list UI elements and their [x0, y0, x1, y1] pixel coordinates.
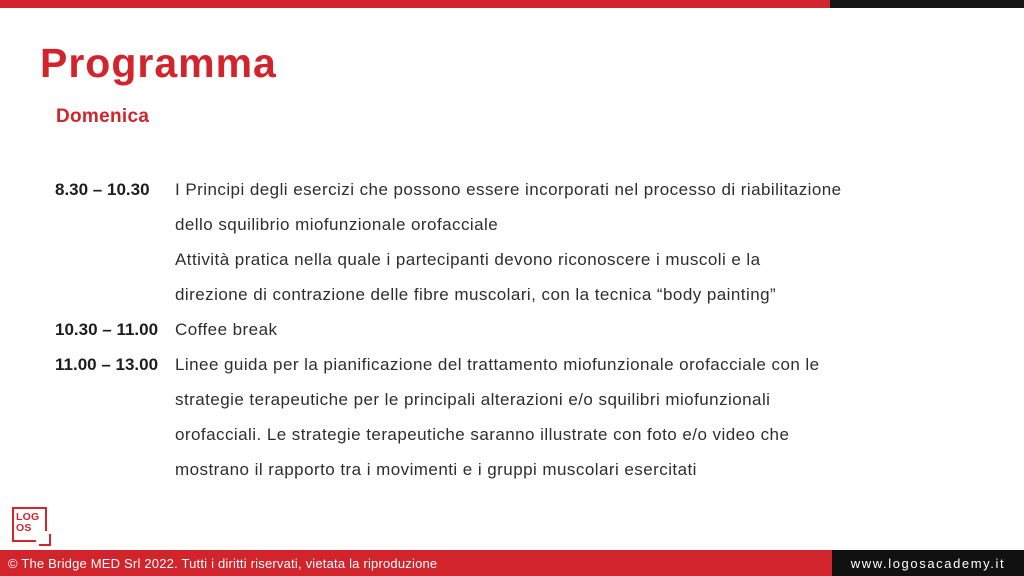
- website-url: www.logosacademy.it: [832, 550, 1024, 576]
- top-accent-bar: [0, 0, 1024, 8]
- entry-time: 11.00 – 13.00: [55, 355, 159, 374]
- page-title: Programma: [40, 40, 277, 86]
- schedule-list: [55, 172, 995, 487]
- entry-description-line: direzione di contrazione delle fibre muscolari, con la tecnica “body painting”: [175, 285, 777, 304]
- entry-description-line: Coffee break: [175, 320, 278, 339]
- entry-description-line: dello squilibrio miofunzionale orofacciale: [175, 215, 499, 234]
- schedule-entry: [55, 172, 995, 312]
- schedule-entry: [55, 312, 995, 347]
- top-bar-black-segment: [830, 0, 1024, 8]
- top-bar-red-segment: [0, 0, 830, 8]
- entry-description-line: Attività pratica nella quale i partecipanti devono riconoscere i muscoli e la: [175, 250, 761, 269]
- schedule-entry: [55, 347, 995, 487]
- entry-description-line: I Principi degli esercizi che possono essere incorporati nel processo di riabilitazione: [175, 180, 842, 199]
- copyright-text: © The Bridge MED Srl 2022. Tutti i diritti riservati, vietata la riproduzione: [0, 550, 832, 576]
- entry-time: 10.30 – 11.00: [55, 320, 159, 339]
- day-subtitle: Domenica: [56, 106, 150, 127]
- logo-wordmark: LOG OS: [16, 511, 40, 534]
- entry-description-line: orofacciali. Le strategie terapeutiche saranno illustrate con foto e/o video che: [175, 425, 790, 444]
- logos-logo: [12, 507, 47, 542]
- entry-description: [175, 172, 995, 312]
- entry-description: [175, 347, 995, 487]
- footer-bar: [0, 550, 1024, 576]
- entry-description-line: strategie terapeutiche per le principali alterazioni e/o squilibri miofunzionali: [175, 390, 771, 409]
- entry-description-line: Linee guida per la pianificazione del trattamento miofunzionale orofacciale con le: [175, 355, 820, 374]
- logo-corner-bracket: [39, 534, 51, 546]
- entry-time: 8.30 – 10.30: [55, 180, 150, 199]
- entry-description-line: mostrano il rapporto tra i movimenti e i gruppi muscolari esercitati: [175, 460, 697, 479]
- entry-description: [175, 312, 995, 347]
